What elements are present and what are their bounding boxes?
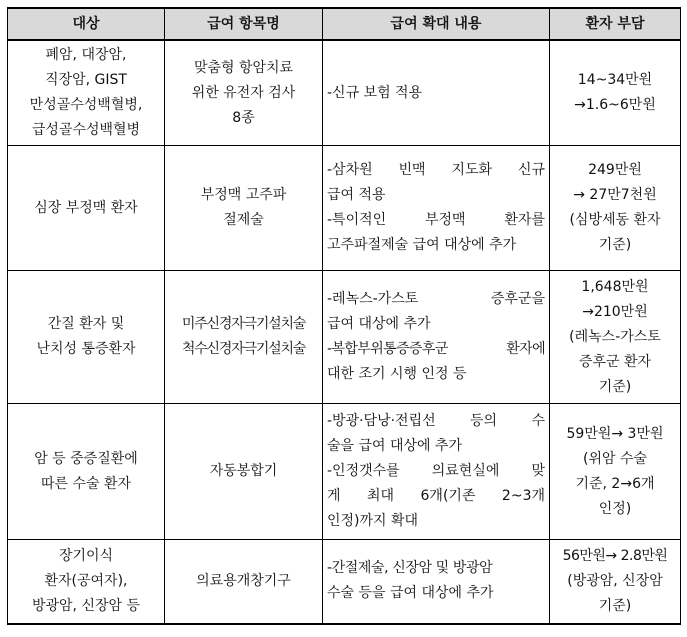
target-line: 간질 환자 및 xyxy=(47,316,125,332)
burden-line: 인정) xyxy=(598,500,632,517)
content-line: 대한 조기 시행 인정 등 xyxy=(327,366,467,382)
item-line: 절제술 xyxy=(223,212,264,228)
burden-line: 기준) xyxy=(598,378,632,395)
item-line: 8종 xyxy=(232,109,255,126)
burden-line: → 27만7천원 xyxy=(573,187,657,203)
target-line: 난치성 통증환자 xyxy=(36,341,136,357)
burden-line: →1.6~6만원 xyxy=(574,97,656,113)
cell-item xyxy=(165,146,323,271)
cell-burden xyxy=(550,540,681,624)
burden-line: 기준) xyxy=(598,237,632,253)
cell-target xyxy=(8,40,165,146)
cell-item xyxy=(165,271,323,404)
burden-line: 1,648만원 xyxy=(581,278,649,295)
burden-line: 기준, 2→6개 xyxy=(575,475,655,492)
content-line: 고주파절제술 급여 대상에 추가 xyxy=(327,237,517,253)
header-item: 급여 항목명 xyxy=(165,8,323,40)
target-line: 만성골수성백혈병, xyxy=(29,97,143,113)
table-row xyxy=(8,540,681,624)
burden-line: (방광암, 신장암 xyxy=(567,572,663,589)
table-body xyxy=(8,40,681,624)
content-line: 급여 대상에 추가 xyxy=(327,316,431,332)
burden-line: 14~34만원 xyxy=(577,72,653,88)
content-line: -신규 보험 적용 xyxy=(327,84,423,101)
cell-item xyxy=(165,540,323,624)
benefit-expansion-table-container xyxy=(7,7,680,625)
target-line: 직장암, GIST xyxy=(45,72,127,88)
target-line: 장기이식 xyxy=(58,547,114,564)
item-line: 미주신경자극기설치술 xyxy=(181,316,306,332)
header-burden: 환자 부담 xyxy=(550,8,681,40)
content-line: -복합부위통증증후군 환자에 xyxy=(327,341,545,357)
cell-burden xyxy=(550,271,681,404)
target-line: 암 등 중증질환에 xyxy=(34,450,138,467)
target-line: 급성골수성백혈병 xyxy=(31,122,141,138)
burden-line: (위암 수술 xyxy=(582,450,647,467)
cell-burden xyxy=(550,146,681,271)
burden-line: 59만원→ 3만원 xyxy=(566,425,664,442)
cell-content xyxy=(323,146,550,271)
cell-target xyxy=(8,540,165,624)
burden-line: →210만원 xyxy=(582,303,648,320)
cell-target xyxy=(8,146,165,271)
content-line: -레녹스-가스토 증후군을 xyxy=(327,291,545,307)
header-content: 급여 확대 내용 xyxy=(323,8,550,40)
item-line: 위한 유전자 검사 xyxy=(191,84,296,101)
burden-line: 56만원→ 2.8만원 xyxy=(562,547,668,564)
burden-line: (레녹스-가스토 xyxy=(569,328,661,345)
content-line: 급여 적용 xyxy=(327,187,386,203)
content-line: -삼차원 빈맥 지도화 신규 xyxy=(327,162,545,178)
cell-item xyxy=(165,40,323,146)
burden-line: (심방세동 환자 xyxy=(569,212,661,228)
content-line: 술을 급여 대상에 추가 xyxy=(327,438,463,454)
content-line: -간절제술, 신장암 및 방광암 xyxy=(327,560,493,577)
burden-line: 증후군 환자 xyxy=(578,353,652,370)
target-line: 따른 수술 환자 xyxy=(40,475,132,492)
cell-burden xyxy=(550,404,681,540)
content-line: -방광·담낭·전립선 등의 수 xyxy=(327,413,545,429)
burden-line: 249만원 xyxy=(588,162,642,178)
header-row xyxy=(8,8,681,40)
content-line: -특이적인 부정맥 환자를 xyxy=(327,212,545,228)
table-row xyxy=(8,271,681,404)
cell-item xyxy=(165,404,323,540)
item-line: 부정맥 고주파 xyxy=(200,187,287,203)
header-target: 대상 xyxy=(8,8,165,40)
cell-content xyxy=(323,271,550,404)
target-line: 환자(공여자), xyxy=(44,572,128,589)
target-line: 폐암, 대장암, xyxy=(45,47,127,63)
table-row xyxy=(8,40,681,146)
cell-content xyxy=(323,404,550,540)
item-line: 맞춤형 항암치료 xyxy=(193,59,294,76)
item-line: 척수신경자극기설치술 xyxy=(181,341,306,357)
item-line: 자동봉합기 xyxy=(209,463,278,479)
burden-line: 기준) xyxy=(598,597,632,614)
cell-target xyxy=(8,271,165,404)
content-line: 인정)까지 확대 xyxy=(327,513,419,529)
cell-target xyxy=(8,404,165,540)
item-line: 의료용개창기구 xyxy=(196,572,291,589)
cell-content xyxy=(323,540,550,624)
content-line: 수술 등을 급여 대상에 추가 xyxy=(327,585,494,602)
table-row xyxy=(8,146,681,271)
target-line: 방광암, 신장암 등 xyxy=(31,597,141,614)
content-line: 게 최대 6개(기존 2~3개 xyxy=(327,488,545,504)
cell-content xyxy=(323,40,550,146)
table-row xyxy=(8,404,681,540)
content-line: -인정갯수를 의료현실에 맞 xyxy=(327,463,545,479)
benefit-expansion-table xyxy=(7,7,681,625)
target-line: 심장 부정맥 환자 xyxy=(34,199,138,216)
cell-burden xyxy=(550,40,681,146)
